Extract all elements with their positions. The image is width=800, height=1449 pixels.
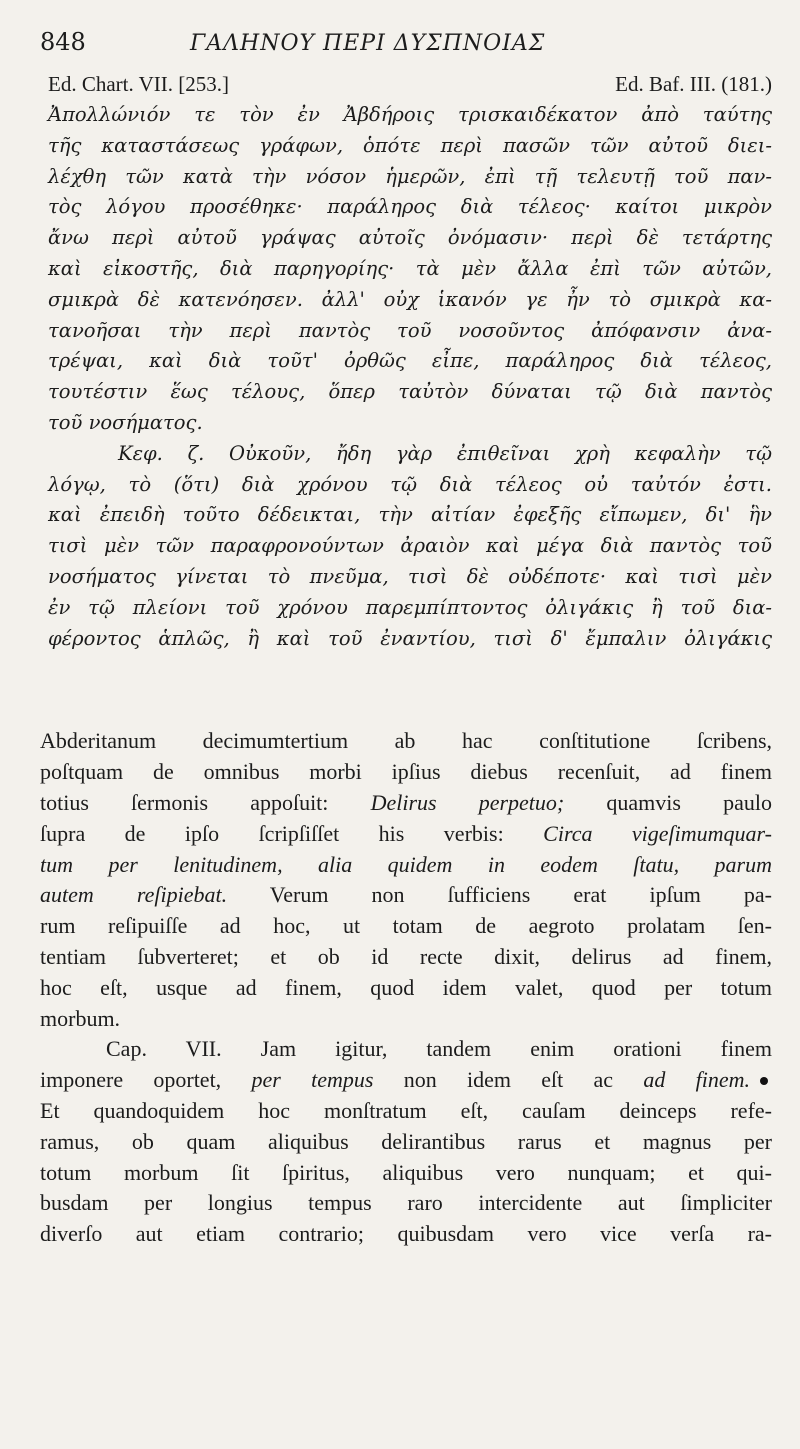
latin-line: tentiam ſubverteret; et ob id recte dixit, delirus ad finem, — [40, 943, 772, 969]
latin-line: ramus, ob quam aliquibus delirantibus rarus et magnus per — [40, 1128, 772, 1154]
greek-line: τισὶ μὲν τῶν παραφρονούντων ἀραιὸν καὶ μέγα διὰ παντὸς τοῦ — [48, 534, 772, 558]
greek-text-block — [40, 100, 772, 654]
latin-line: totum morbum ſit ſpiritus, aliquibus vero nunquam; et qui- — [40, 1159, 772, 1185]
latin-text: ſupra de ipſo ſcripſiſſet his verbis: — [40, 820, 544, 846]
latin-line — [40, 880, 772, 911]
greek-line: ἐν τῷ πλείονι τοῦ χρόνου παρεμπίπτοντος ὀλιγάκις ἢ τοῦ δια- — [48, 595, 772, 619]
latin-line: diverſo aut etiam contrario; quibusdam vero vice verſa ra- — [40, 1221, 772, 1247]
latin-line: Et quandoquidem hoc monſtratum eſt, cauſam deinceps refe- — [40, 1097, 772, 1123]
latin-text-block — [40, 726, 772, 1250]
greek-line: τουτέστιν ἕως τέλους, ὅπερ ταὐτὸν δύναται τῷ διὰ παντὸς — [48, 380, 772, 404]
latin-text: quamvis paulo — [564, 789, 772, 815]
margin-dot-marker — [760, 1077, 768, 1085]
latin-text: non idem eſt ac — [373, 1067, 644, 1093]
greek-line: καὶ εἰκοστῆς, διὰ παρηγορίης· τὰ μὲν ἄλλα ἐπὶ τῶν αὐτῶν, — [48, 256, 772, 280]
latin-italic-quote: autem reſipiebat. — [40, 882, 228, 908]
latin-line: poſtquam de omnibus morbi ipſius diebus recenſuit, ad finem — [40, 759, 772, 785]
greek-line: τανοῆσαι τὴν περὶ παντὸς τοῦ νοσοῦντος ἀπόφανσιν ἀνα- — [48, 318, 772, 342]
greek-line: τρέψαι, καὶ διὰ τοῦτ' ὀρθῶς εἶπε, παράληρος διὰ τέλεος, — [48, 349, 772, 373]
greek-line: ἄνω περὶ αὐτοῦ γράψας αὐτοῖς ὀνόμασιν· περὶ δὲ τετάρτης — [48, 226, 772, 250]
greek-line: λέχθη τῶν κατὰ τὴν νόσον ἡμερῶν, ἐπὶ τῇ τελευτῇ τοῦ παν- — [48, 164, 772, 188]
page-header — [40, 28, 772, 62]
edition-reference-line — [40, 72, 772, 98]
latin-chapter-heading-line: Cap. VII. Jam igitur, tandem enim orationi finem — [106, 1036, 772, 1062]
edition-right: Ed. Baf. III. (181.) — [615, 72, 772, 96]
latin-line: busdam per longius tempus raro intercidente aut ſimpliciter — [40, 1190, 772, 1216]
latin-italic-quote: Delirus perpetuo; — [370, 789, 565, 815]
greek-line: φέροντος ἁπλῶς, ἢ καὶ τοῦ ἐναντίου, τισὶ δ' ἔμπαλιν ὀλιγάκις — [48, 626, 772, 650]
latin-italic-line: tum per lenitudinem, alia quidem in eodem ſtatu, parum — [40, 851, 772, 877]
column-gap — [40, 654, 772, 726]
latin-italic-quote: Circa vigeſimumquar- — [543, 820, 772, 846]
latin-line: hoc eſt, usque ad finem, quod idem valet, quod per totum — [40, 974, 772, 1000]
edition-left: Ed. Chart. VII. [253.] — [48, 72, 229, 96]
latin-italic-quote: ad finem. — [643, 1067, 750, 1093]
greek-chapter-heading-line: Κεφ. ζ. Οὐκοῦν, ἤδη γὰρ ἐπιθεῖναι χρὴ κεφαλὴν τῷ — [118, 441, 772, 465]
greek-line: λόγῳ, τὸ (ὅτι) διὰ χρόνου τῷ διὰ τέλεος οὐ ταὐτόν ἐστι. — [48, 472, 772, 496]
latin-text: imponere oportet, — [40, 1067, 252, 1093]
greek-line: Ἀπολλώνιόν τε τὸν ἐν Ἀβδήροις τρισκαιδέκατον ἀπὸ ταύτης — [48, 103, 772, 126]
latin-line — [40, 819, 772, 850]
latin-line — [40, 1065, 772, 1096]
latin-line: rum reſipuiſſe ad hoc, ut totam de aegroto prolatam ſen- — [40, 913, 772, 939]
latin-text: Verum non ſufficiens erat ipſum pa- — [227, 882, 772, 908]
greek-line: σμικρὰ δὲ κατενόησεν. ἀλλ' οὐχ ἱκανόν γε ἦν τὸ σμικρὰ κα- — [48, 287, 772, 311]
latin-line: Abderitanum decimumtertium ab hac conſtitutione ſcribens, — [40, 728, 772, 754]
latin-line — [40, 788, 772, 819]
greek-line: καὶ ἐπειδὴ τοῦτο δέδεικται, τὴν αἰτίαν ἐφεξῆς εἴπωμεν, δι' ἣν — [48, 503, 772, 527]
running-title: ΓΑΛΗΝΟΥ ΠΕΡΙ ΔΥΣΠΝΟΙΑΣ — [190, 31, 546, 56]
page-number: 848 — [40, 28, 86, 56]
greek-line: νοσήματος γίνεται τὸ πνεῦμα, τισὶ δὲ οὐδέποτε· καὶ τισὶ μὲν — [48, 564, 772, 588]
greek-line: τῆς καταστάσεως γράφων, ὁπότε περὶ πασῶν τῶν αὐτοῦ διει- — [48, 133, 772, 157]
latin-italic-quote: per tempus — [251, 1067, 374, 1093]
greek-line: τὸς λόγου προσέθηκε· παράληρος διὰ τέλεος· καίτοι μικρὸν — [48, 195, 772, 219]
latin-line: morbum. — [40, 1005, 121, 1031]
greek-line: τοῦ νοσήματος. — [48, 410, 203, 434]
latin-text: totius ſermonis appoſuit: — [40, 789, 371, 815]
